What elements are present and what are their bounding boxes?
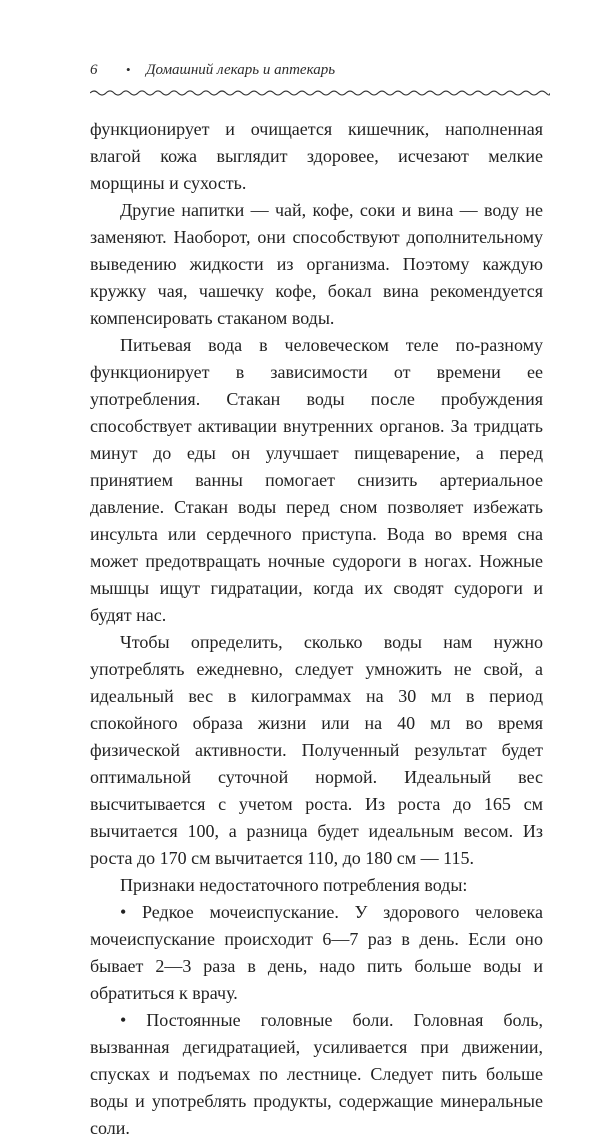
- wavy-divider: [90, 88, 550, 98]
- paragraph: функционирует и очищается кишечник, наполненная влагой кожа выглядит здоровее, исчезают мелкие морщины и сухость.: [90, 119, 543, 193]
- paragraph: Признаки недостаточного потребления воды:: [120, 875, 468, 895]
- running-title: Домашний лекарь и аптекарь: [146, 62, 336, 78]
- paragraph: Питьевая вода в человеческом теле по-разному функционирует в зависимости от времени ее употребления. Стакан воды после пробуждения способствует активации внутренних органов. За тридцать минут до еды он улучшает пищеварение, а перед принятием ванны помогает снизить артериальное давление. Стакан воды перед сном позволяет избежать инсульта или сердечного приступа. Вода во время сна может предотвращать ночные судороги в ногах. Ножные мышцы ищут гидратации, когда их сводят судороги и будят нас.: [90, 335, 543, 625]
- running-header: [90, 62, 550, 86]
- paragraph: Другие напитки — чай, кофе, соки и вина — воду не заменяют. Наоборот, они способствуют дополнительному выведению жидкости из организма. Поэтому каждую кружку чая, чашечку кофе, бокал вина рекомендуется компенсировать стаканом воды.: [90, 200, 543, 328]
- bullet-item: • Постоянные головные боли. Головная боль, вызванная дегидратацией, усиливается при движении, спусках и подъемах по лестнице. Следует пить больше воды и употреблять продукты, содержащие минеральные соли.: [90, 1010, 543, 1138]
- page-number: 6: [90, 62, 98, 78]
- header-bullet: •: [126, 62, 131, 77]
- body-text: [90, 116, 543, 1142]
- bullet-item: • Редкое мочеиспускание. У здорового человека мочеиспускание происходит 6—7 раз в день. Если оно бывает 2—3 раза в день, надо пить больше воды и обратиться к врачу.: [90, 902, 543, 1003]
- paragraph: Чтобы определить, сколько воды нам нужно употреблять ежедневно, следует умножить не свой, а идеальный вес в килограммах на 30 мл в период спокойного образа жизни или на 40 мл во время физической активности. Полученный результат будет оптимальной суточной нормой. Идеальный вес высчитывается с учетом роста. Из роста до 165 см вычитается 100, а разница будет идеальным весом. Из роста до 170 см вычитается 110, до 180 см — 115.: [90, 632, 543, 868]
